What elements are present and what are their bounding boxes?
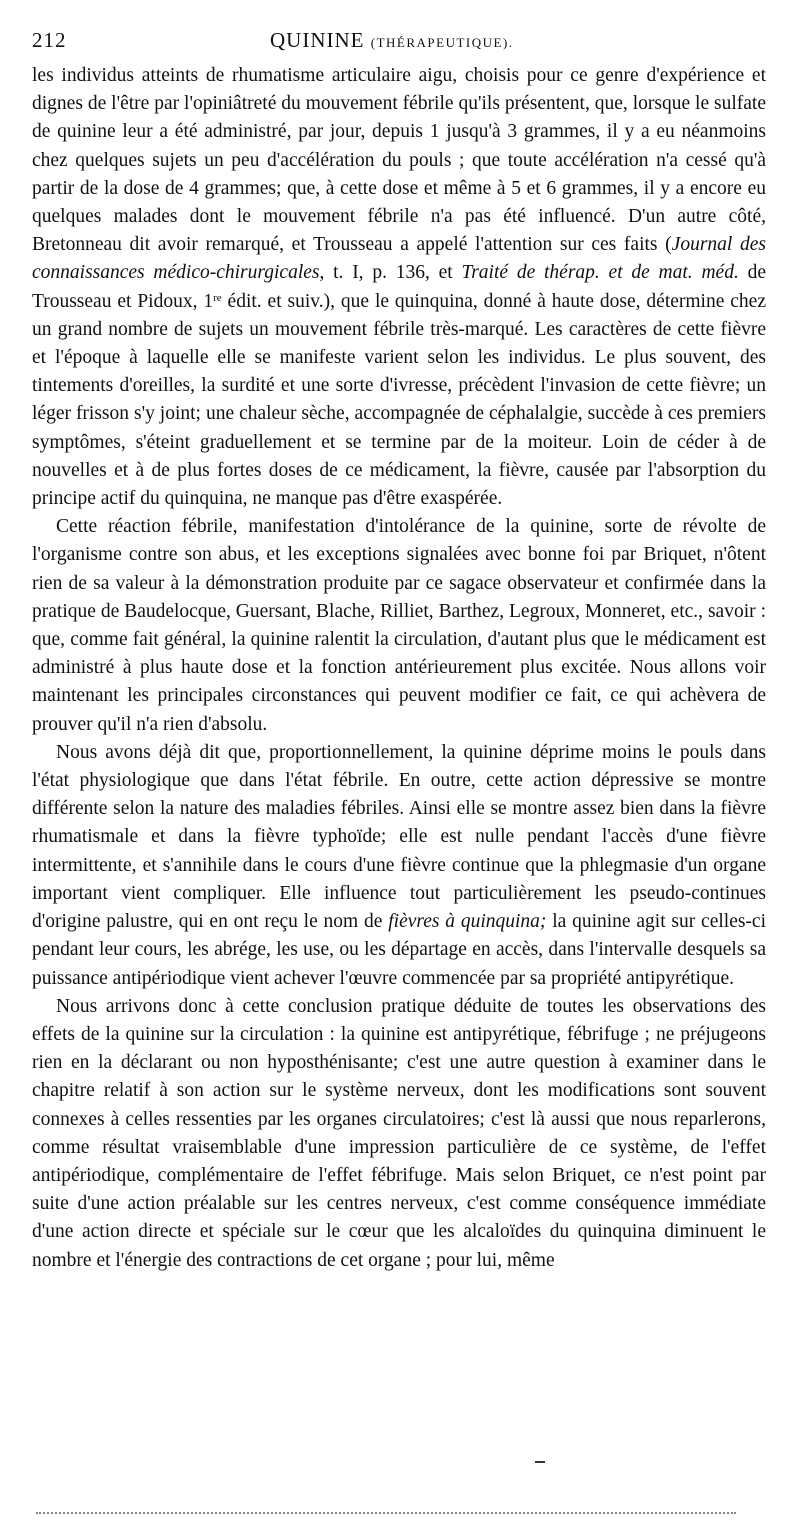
text-segment: , t. I, p. 136, et: [319, 262, 462, 284]
running-header: [32, 28, 766, 62]
paragraph: [32, 62, 766, 513]
text-segment: la quinine agit sur celles-ci pendant leur cours, les abrége, les use, ou les départage en accès, dans l'intervalle desquels sa puissance antipériodique vient achever l'œuvre commencée par sa propriété antipyrétique.: [32, 911, 767, 989]
page-number: 212: [32, 28, 67, 52]
text-segment: les individus atteints de rhumatisme articulaire aigu, choisis pour ce genre d'expérience et dignes de l'être par l'opiniâtreté du mouvement fébrile qu'ils présentent, que, lorsque le sulfate de quinine leur a été administré, par jour, depuis 1 jusqu'à 3 grammes, il y a eu néanmoins chez quelques sujets un peu d'accélération du pouls ; que toute accélération n'a cessé qu'à partir de la dose de 4 grammes; que, à cette dose et même à 5 et 6 grammes, il y a encore eu quelques malades dont le mouvement fébrile n'a pas été influencé. D'un autre côté, Bretonneau dit avoir remarqué, et Trousseau a appelé l'attention sur ces faits (: [32, 65, 766, 256]
footer-rule: [36, 1512, 736, 1514]
italic-text: Journal des connaissances médico-chirurgicales: [32, 234, 766, 284]
text-segment: de Trousseau et Pidoux, 1: [32, 262, 767, 312]
text-segment: Nous arrivons donc à cette conclusion pratique déduite de toutes les observations des effets de la quinine sur la circulation : la quinine est antipyrétique, fébrifuge ; ne préjugeons rien en la déclarant ou non hyposthénisante; c'est une autre question à examiner dans le chapitre relatif à son action sur le système nerveux, dont les modifications sont souvent connexes à celles ressenties par les organes circulatoires; c'est là aussi que nous reparlerons, comme résultat vraisemblable d'une impression particulière de ce système, de l'effet antipériodique, complémentaire de l'effet fébrifuge. Mais selon Briquet, ce n'est point par suite d'une action préalable sur les centres nerveux, c'est comme conséquence immédiate d'une action directe et spéciale sur le cœur que les alcaloïdes du quinquina diminuent le nombre et l'énergie des contractions de cet organe ; pour lui, même: [32, 995, 766, 1271]
footer-mark: [535, 1461, 545, 1463]
running-title-main: QUININE: [270, 28, 365, 52]
text-segment: Cette réaction fébrile, manifestation d'intolérance de la quinine, sorte de révolte de l'organisme contre son abus, et les exceptions signalées avec bonne foi par Briquet, n'ôtent rien de sa valeur à la démonstration produite par ce sagace observateur et confirmée dans la pratique de Baudelocque, Guersant, Blache, Rilliet, Barthez, Legroux, Monneret, etc., savoir : que, comme fait général, la quinine ralentit la circulation, d'autant plus que le médicament est administré à plus haute dose et la fonction antérieurement plus excitée. Nous allons voir maintenant les principales circonstances qui peuvent modifier ce fait, ce qui achèvera de prouver qu'il n'a rien d'absolu.: [32, 516, 766, 735]
paragraph: [32, 513, 766, 739]
paragraph: [32, 739, 766, 993]
superscript-text: re: [213, 291, 222, 304]
italic-text: Traité de thérap. et de mat. méd.: [461, 262, 739, 284]
italic-text: fièvres à quinquina;: [388, 911, 547, 933]
paragraph: [32, 993, 766, 1275]
book-page: [32, 28, 766, 1275]
body-text: [32, 62, 766, 1275]
running-title-sub: (THÉRAPEUTIQUE).: [370, 35, 514, 50]
text-segment: Nous avons déjà dit que, proportionnellement, la quinine déprime moins le pouls dans l'état physiologique que dans l'état fébrile. En outre, cette action dépressive se montre différente selon la nature des maladies fébriles. Ainsi elle se montre assez bien dans la fièvre rhumatismale et dans la fièvre typhoïde; elle est nulle pendant l'accès d'une fièvre intermittente, et s'annihile dans le cours d'une fièvre continue que la phlegmasie d'un organe important vient compliquer. Elle influence tout particulièrement les pseudo-continues d'origine palustre, qui en ont reçu le nom de: [32, 741, 766, 933]
text-segment: édit. et suiv.), que le quinquina, donné à haute dose, détermine chez un grand nombre de sujets un mouvement fébrile très-marqué. Les caractères de cette fièvre et l'époque à laquelle elle se manifeste varient selon les individus. Le plus souvent, des tintements d'oreilles, la surdité et une sorte d'ivresse, précèdent l'invasion de cette fièvre; un léger frisson s'y joint; une chaleur sèche, accompagnée de céphalalgie, succède à ces premiers symptômes, s'éteint graduellement et se termine par de la moiteur. Loin de céder à de nouvelles et à de plus fortes doses de ce médicament, la fièvre, causée par l'absorption du principe actif du quinquina, ne manque pas d'être exaspérée.: [32, 290, 766, 510]
running-title: [270, 28, 514, 53]
